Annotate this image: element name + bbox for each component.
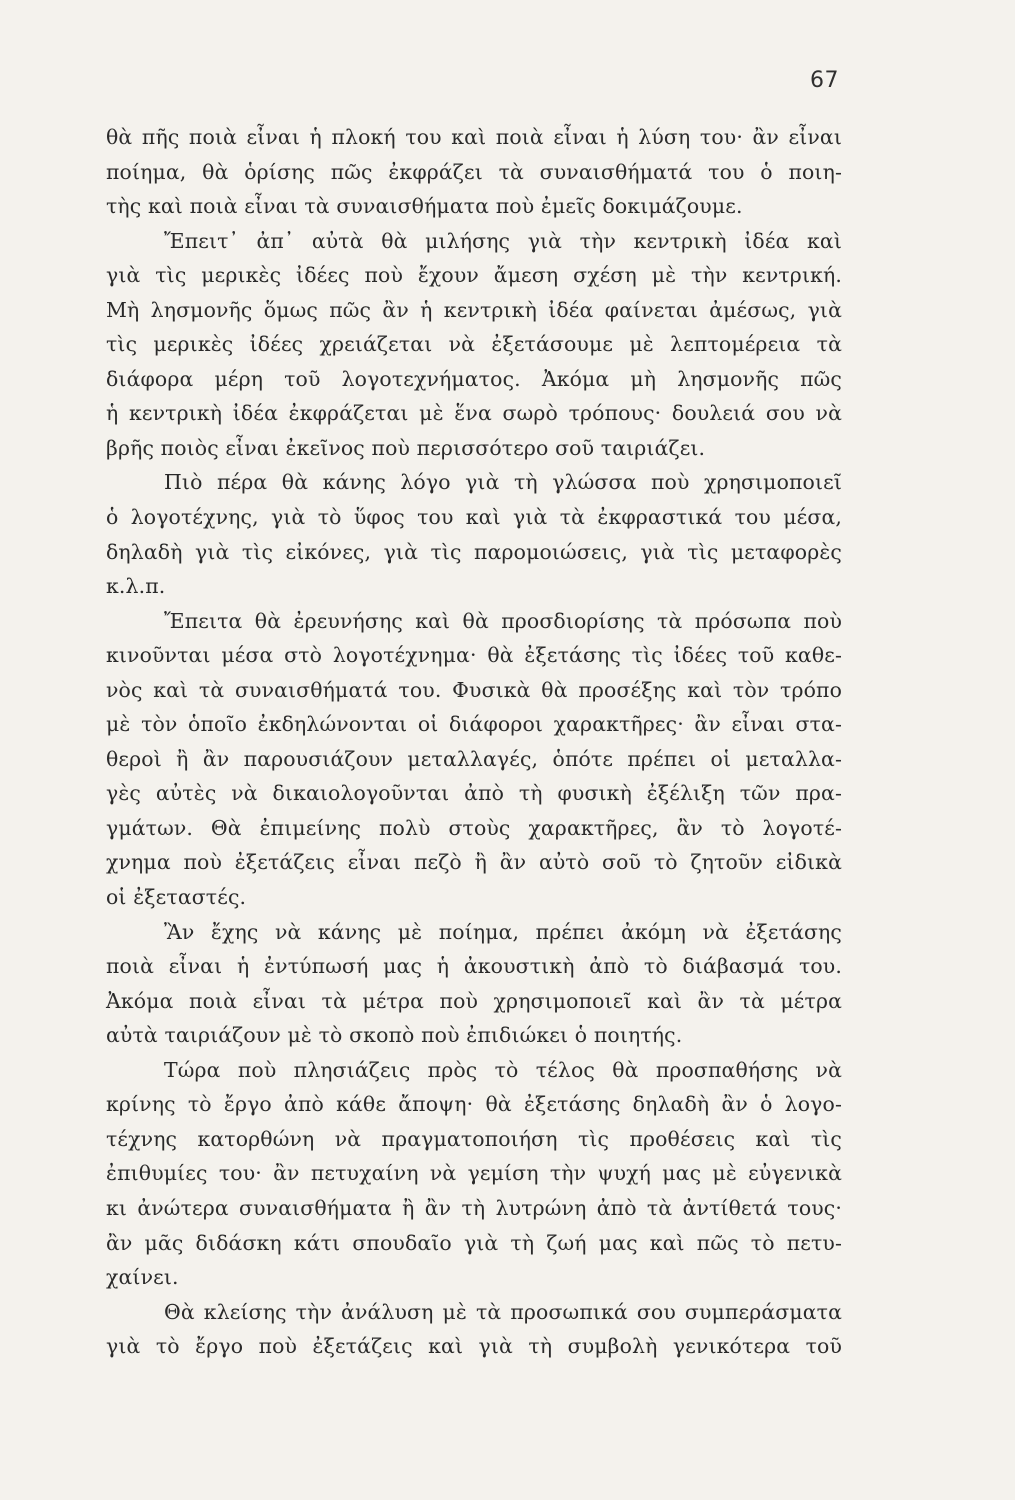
text-line: θὰ πῆς ποιὰ εἶναι ἡ πλοκή του καὶ ποιὰ εἶναι ἡ λύση του· ἂν εἶναι [106,125,842,149]
page-number: 67 [810,68,839,93]
text-line: τέχνης κατορθώνη νὰ πραγματοποιήση τὶς προθέσεις καὶ τὶς [106,1126,842,1151]
text-line: τὴς καὶ ποιὰ εἶναι τὰ συναισθήματα ποὺ ἐμεῖς δοκιμάζουμε. [106,194,743,219]
text-line: τὶς μερικὲς ἰδέες χρειάζεται νὰ ἐξετάσουμε μὲ λεπτομέρεια τὰ [106,332,842,357]
text-line: ἡ κεντρικὴ ἰδέα ἐκφράζεται μὲ ἕνα σωρὸ τρόπους· δουλειά σου νὰ [106,401,842,426]
text-line: ἂν μᾶς διδάσκη κάτι σπουδαῖο γιὰ τὴ ζωή μας καὶ πῶς τὸ πετυ- [106,1230,842,1255]
text-line: γιὰ τὸ ἔργο ποὺ ἐξετάζεις καὶ γιὰ τὴ συμβολὴ γενικότερα τοῦ [106,1334,842,1359]
text-line: γὲς αὐτὲς νὰ δικαιολογοῦνται ἀπὸ τὴ φυσικὴ ἐξέλιξη τῶν πρα- [106,781,842,806]
text-line: μὲ τὸν ὁποῖο ἐκδηλώνονται οἱ διάφοροι χαρακτῆρες· ἂν εἶναι στα- [106,712,842,737]
text-line: Ἂν ἔχης νὰ κάνης μὲ ποίημα, πρέπει ἀκόμη νὰ ἐξετάσης [164,919,842,944]
text-line: κρίνης τὸ ἔργο ἀπὸ κάθε ἄποψη· θὰ ἐξετάσης δηλαδὴ ἂν ὁ λογο- [106,1092,842,1117]
body-text [106,120,842,1364]
text-line: Πιὸ πέρα θὰ κάνης λόγο γιὰ τὴ γλώσσα ποὺ χρησιμοποιεῖ [164,470,842,495]
text-line: γιὰ τὶς μερικὲς ἰδέες ποὺ ἔχουν ἄμεση σχέση μὲ τὴν κεντρική. [106,263,842,288]
text-line: ὁ λογοτέχνης, γιὰ τὸ ὕφος του καὶ γιὰ τὰ ἐκφραστικά του μέσα, [106,505,842,530]
text-line: θεροὶ ἢ ἂν παρουσιάζουν μεταλλαγές, ὁπότε πρέπει οἱ μεταλλα- [106,746,842,771]
text-line: Ἀκόμα ποιὰ εἶναι τὰ μέτρα ποὺ χρησιμοποιεῖ καὶ ἂν τὰ μέτρα [106,988,842,1013]
text-line: χαίνει. [106,1265,179,1290]
text-line: κι ἀνώτερα συναισθήματα ἢ ἂν τὴ λυτρώνη ἀπὸ τὰ ἀντίθετά τους· [106,1195,842,1220]
text-line: κ.λ.π. [106,574,166,599]
text-line: οἱ ἐξεταστές. [106,885,247,910]
text-line: νὸς καὶ τὰ συναισθήματά του. Φυσικὰ θὰ προσέξης καὶ τὸν τρόπο [106,677,842,702]
text-line: χνημα ποὺ ἐξετάζεις εἶναι πεζὸ ἢ ἂν αὐτὸ σοῦ τὸ ζητοῦν εἰδικὰ [106,850,842,875]
text-line: ποίημα, θὰ ὁρίσης πῶς ἐκφράζει τὰ συναισθήματά του ὁ ποιη- [106,159,842,184]
text-line: Ἔπειτα θὰ ἐρευνήσης καὶ θὰ προσδιορίσης τὰ πρόσωπα ποὺ [164,608,842,633]
text-line: δηλαδὴ γιὰ τὶς εἰκόνες, γιὰ τὶς παρομοιώσεις, γιὰ τὶς μεταφορὲς [106,539,842,564]
text-line: ἐπιθυμίες του· ἂν πετυχαίνη νὰ γεμίση τὴν ψυχή μας μὲ εὐγενικὰ [106,1161,842,1186]
text-line: διάφορα μέρη τοῦ λογοτεχνήματος. Ἀκόμα μὴ λησμονῆς πῶς [106,366,842,391]
text-line: Θὰ κλείσης τὴν ἀνάλυση μὲ τὰ προσωπικά σου συμπεράσματα [164,1299,842,1324]
text-line: Τώρα ποὺ πλησιάζεις πρὸς τὸ τέλος θὰ προσπαθήσης νὰ [164,1057,842,1082]
text-line: αὐτὰ ταιριάζουν μὲ τὸ σκοπὸ ποὺ ἐπιδιώκει ὁ ποιητής. [106,1023,683,1048]
text-line: Μὴ λησμονῆς ὅμως πῶς ἂν ἡ κεντρικὴ ἰδέα φαίνεται ἀμέσως, γιὰ [106,297,842,322]
text-line: κινοῦνται μέσα στὸ λογοτέχνημα· θὰ ἐξετάσης τὶς ἰδέες τοῦ καθε- [106,643,842,668]
text-line: Ἔπειτ᾽ ἀπ᾽ αὐτὰ θὰ μιλήσης γιὰ τὴν κεντρικὴ ἰδέα καὶ [164,228,842,253]
text-line: γμάτων. Θὰ ἐπιμείνης πολὺ στοὺς χαρακτῆρες, ἂν τὸ λογοτέ- [106,815,842,840]
text-line: βρῆς ποιὸς εἶναι ἐκεῖνος ποὺ περισσότερο σοῦ ταιριάζει. [106,435,706,460]
text-line: ποιὰ εἶναι ἡ ἐντύπωσή μας ἡ ἀκουστικὴ ἀπὸ τὸ διάβασμά του. [106,954,842,979]
